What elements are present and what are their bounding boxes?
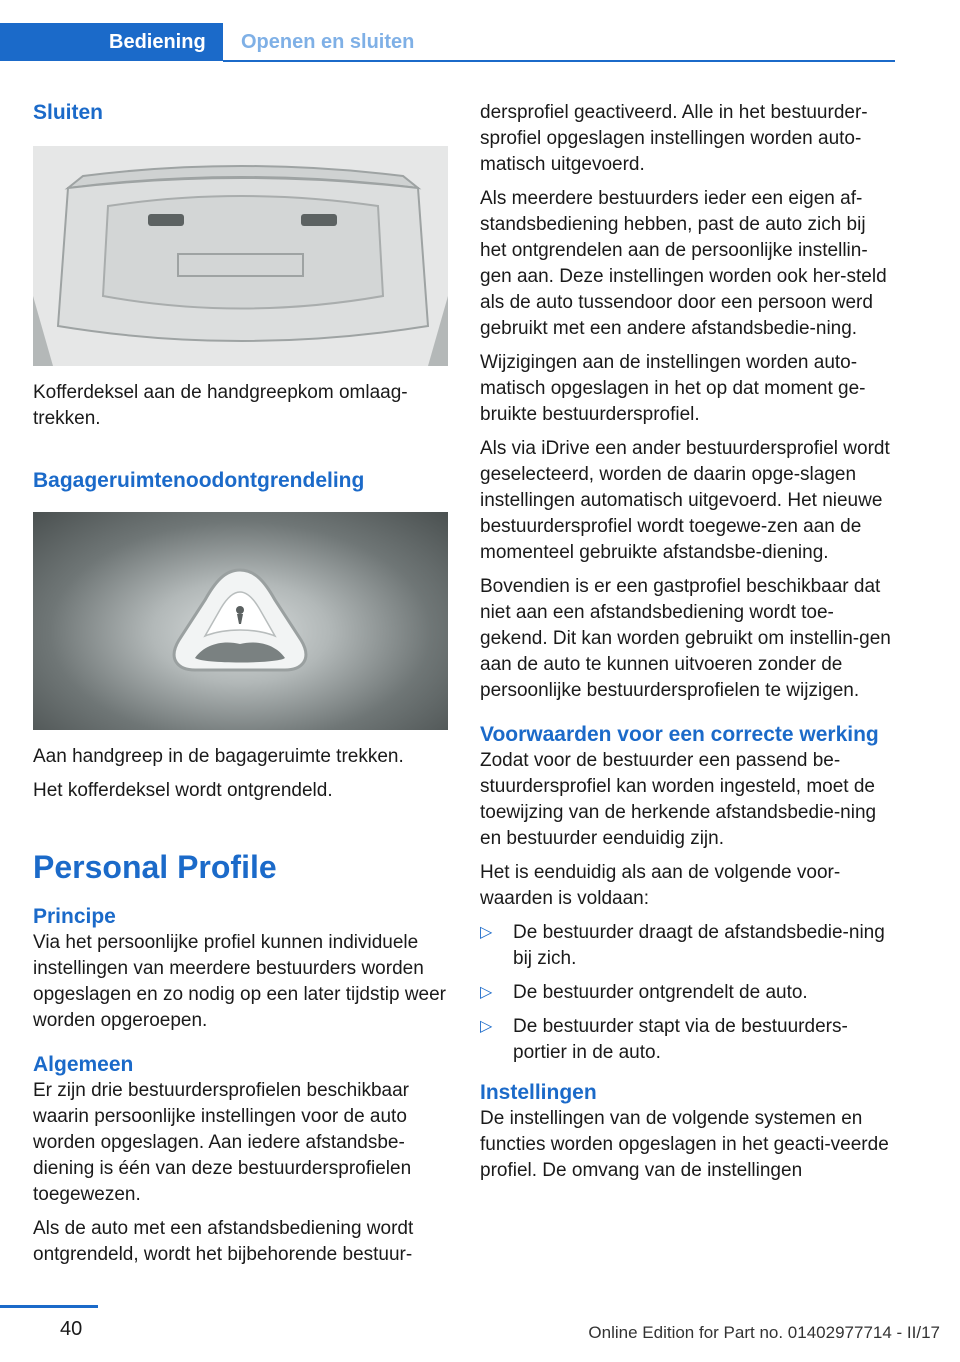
triangle-bullet-icon: ▷	[480, 1018, 493, 1035]
algemeen-text-2: Als de auto met een afstandsbediening wordt ontgrendeld, wordt het bijbehorende bestuur-	[33, 1218, 414, 1265]
list-item-text: De bestuurder ontgrendelt de auto.	[513, 982, 808, 1003]
section-tab: Bediening	[0, 23, 223, 61]
header-rule	[223, 60, 895, 62]
release-handle-drawing	[33, 512, 448, 730]
list-item-text: De bestuurder draagt de afstandsbedie-ning bij zich.	[513, 922, 885, 969]
instellingen-text: De instellingen van de volgende systemen en functies worden opgeslagen in het geacti-veerde profiel. De omvang van de instellingen	[480, 1108, 889, 1181]
footer-rule	[0, 1305, 98, 1308]
left-column	[33, 100, 448, 1268]
trunk-lid-illustration	[33, 146, 448, 366]
voorwaarden-text-2: Het is eenduidig als aan de volgende voor-waarden is voldaan:	[480, 862, 841, 909]
voorwaarden-text-1: Zodat voor de bestuurder een passend be-stuurdersprofiel kan worden ingesteld, moet de toewijzing van de herkende afstandsbedie-ning en bestuurder eenduidig zijn.	[480, 750, 877, 849]
triangle-bullet-icon: ▷	[480, 984, 493, 1001]
edition-info: Online Edition for Part no. 01402977714 - II/17	[588, 1323, 940, 1342]
algemeen-heading: Algemeen	[33, 1053, 134, 1076]
voorwaarden-heading: Voorwaarden voor een correcte werking	[480, 723, 879, 746]
list-item	[480, 1014, 895, 1066]
instellingen-heading: Instellingen	[480, 1081, 597, 1104]
chapter-title: Personal Profile	[33, 849, 277, 885]
right-paragraph-5: Bovendien is er een gastprofiel beschikbaar dat niet aan een afstandsbediening wordt toe-gekend. Dit kan worden gebruikt om instellin-gen aan de auto te kunnen uitvoeren zonder de persoonlijke bestuurdersprofielen te wijzigen.	[480, 576, 891, 701]
conditions-list	[480, 920, 895, 1066]
page-number: 40	[60, 1318, 83, 1340]
algemeen-text-1: Er zijn drie bestuurdersprofielen beschikbaar waarin persoonlijke instellingen voor de auto worden opgeslagen. Aan iedere afstandsbe-diening is één van deze bestuurdersprofielen toegewezen.	[33, 1080, 412, 1205]
emergency-release-illustration	[33, 512, 448, 730]
right-column	[480, 100, 895, 1184]
sluiten-heading: Sluiten	[33, 101, 104, 124]
principe-text: Via het persoonlijke profiel kunnen individuele instellingen van meerdere bestuurders worden opgeslagen en zo nodig op een later tijdstip weer worden opgeroepen.	[33, 932, 447, 1031]
right-paragraph-1: dersprofiel geactiveerd. Alle in het bestuurder-sprofiel opgeslagen instellingen worden auto-matisch uitgevoerd.	[480, 102, 868, 175]
sluiten-text: Kofferdeksel aan de handgreepkom omlaag-trekken.	[33, 382, 408, 429]
list-item	[480, 920, 895, 972]
list-item	[480, 980, 895, 1006]
subsection-tab: Openen en sluiten	[241, 31, 415, 53]
page-header	[0, 23, 895, 63]
trunk-lid-drawing	[33, 146, 448, 366]
noodontgrendeling-text-2: Het kofferdeksel wordt ontgrendeld.	[33, 780, 333, 801]
triangle-bullet-icon: ▷	[480, 924, 493, 941]
right-paragraph-2: Als meerdere bestuurders ieder een eigen af-standsbediening hebben, past de auto zich bij het ontgrendelen aan de persoonlijke instellin-gen aan. Deze instellingen worden ook her-steld als de auto tussendoor door een persoon werd gebruikt met een andere afstandsbedie-ning.	[480, 188, 887, 339]
right-paragraph-3: Wijzigingen aan de instellingen worden auto-matisch opgeslagen in het op dat moment ge-bruikte bestuurdersprofiel.	[480, 352, 866, 425]
right-paragraph-4: Als via iDrive een ander bestuurdersprofiel wordt geselecteerd, worden de daarin opge-slagen instellingen automatisch uitgevoerd. Het nieuwe bestuurdersprofiel wordt toegewe-zen aan de momenteel gebruikte afstandsbe-diening.	[480, 438, 890, 563]
noodontgrendeling-text-1: Aan handgreep in de bagageruimte trekken.	[33, 746, 404, 767]
noodontgrendeling-heading: Bagageruimtenoodontgrendeling	[33, 469, 365, 492]
list-item-text: De bestuurder stapt via de bestuurders-portier in de auto.	[513, 1016, 848, 1063]
principe-heading: Principe	[33, 905, 116, 928]
